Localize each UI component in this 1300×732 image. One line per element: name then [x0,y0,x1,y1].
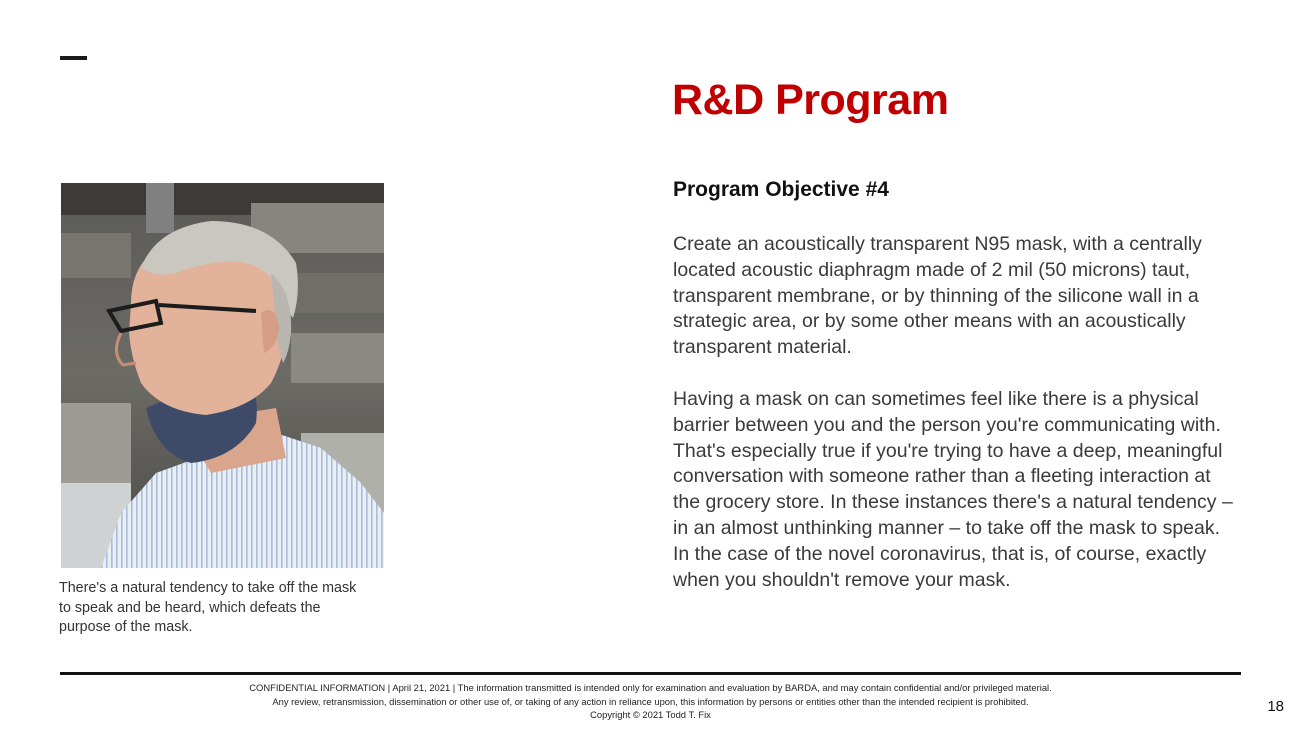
footer-rule [60,672,1241,675]
confidentiality-footer [60,681,1241,722]
footer-line-3: Copyright © 2021 Todd T. Fix [590,709,711,720]
photo-man-with-mask [61,183,384,568]
page-number: 18 [1267,698,1284,715]
objective-heading: Program Objective #4 [673,178,889,201]
footer-line-2: Any review, retransmission, dissemination or other use of, or taking of any action in reliance upon, this information by persons or entities other than the intended recipient is prohibited. [272,695,1029,707]
footer-line-1: CONFIDENTIAL INFORMATION | April 21, 2021 | The information transmitted is intended only for examination and evaluation by BARDA, and may contain confidential and/or privileged material. [249,682,1052,693]
slide-title: R&D Program [672,76,949,124]
objective-description: Create an acoustically transparent N95 mask, with a centrally located acoustic diaphragm made of 2 mil (50 microns) taut, transparent membrane, or by thinning of the silicone wall in a strategic area, or by some other means with an acoustically transparent material. [673,233,1202,359]
photo-caption: There's a natural tendency to take off the mask to speak and be heard, which defeats the purpose of the mask. [59,580,357,635]
decorative-dash [60,56,87,60]
rationale-paragraph: Having a mask on can sometimes feel like there is a physical barrier between you and the person you're communicating with. That's especially true if you're trying to have a deep, meaningful conversation with someone rather than a fleeting interaction at the grocery store. In these instances there's a natural tendency – in an almost unthinking manner – to take off the mask to speak. In the case of the novel coronavirus, that is, of course, exactly when you shouldn't remove your mask. [673,388,1233,591]
